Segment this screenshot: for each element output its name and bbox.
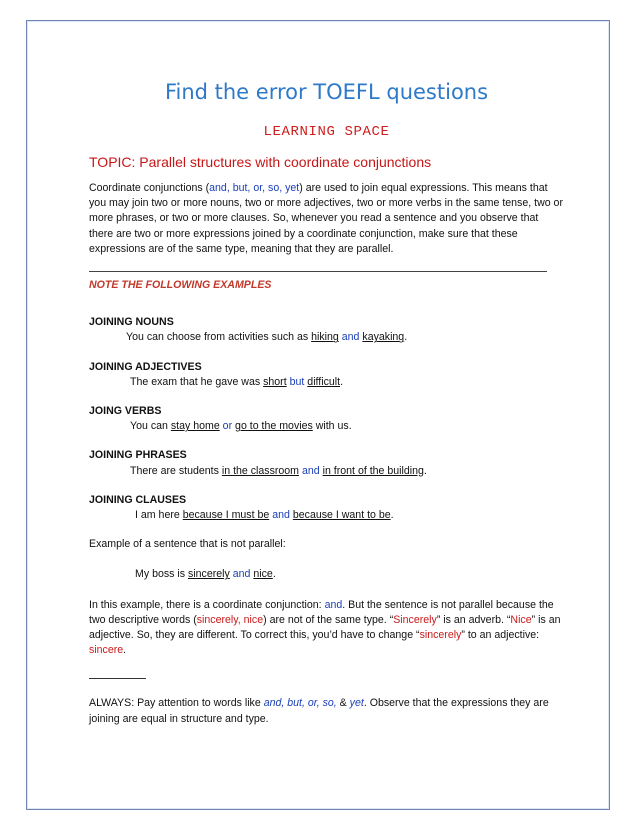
example-underlined: difficult bbox=[307, 375, 341, 388]
example-text: You can bbox=[130, 420, 171, 433]
explanation-highlight: Sincerely bbox=[393, 613, 437, 626]
explanation-conjunction: and bbox=[324, 598, 343, 611]
example-text: There are students bbox=[130, 464, 222, 477]
document-body bbox=[89, 78, 564, 727]
explanation-highlight: sincerely, nice bbox=[196, 613, 264, 626]
explanation-text: ” is an adjective. So, they are different. To correct this, you’d have to change “ bbox=[89, 613, 561, 642]
example-underlined: sincerely bbox=[187, 568, 230, 581]
explanation-text: ) are not of the same type. “ bbox=[263, 613, 394, 626]
section-title-adjectives: JOINING ADJECTIVES bbox=[89, 360, 202, 373]
section-title-phrases: JOINING PHRASES bbox=[89, 449, 187, 462]
example-conjunction: and bbox=[232, 568, 251, 581]
example-nouns bbox=[89, 330, 564, 345]
intro-text-2: ) are used to join equal expressions. This means that you may join two or more nouns, two or more adjectives, two or more verbs in the same tense, two or more phrases, or two or more clauses. So, whenever you read a sentence and you observe that there are two or more expressions joined by a coordinate conjunction, make sure that these expressions are of the same type, meaning that they are parallel. bbox=[89, 182, 563, 255]
explanation-highlight: sincere bbox=[89, 644, 124, 657]
example-conjunction: or bbox=[222, 420, 233, 433]
example-end: . bbox=[390, 509, 394, 522]
example-end: . bbox=[272, 568, 276, 581]
intro-text-1: Coordinate conjunctions ( bbox=[89, 182, 210, 194]
explanation-highlight: sincerely bbox=[419, 629, 462, 642]
section-title-nouns: JOINING NOUNS bbox=[89, 316, 174, 329]
document-title: Find the error TOEFL questions bbox=[164, 80, 489, 104]
example-phrases bbox=[89, 464, 564, 479]
intro-conjunctions: and, but, or, so, yet bbox=[209, 182, 300, 194]
horizontal-rule bbox=[89, 271, 547, 272]
explanation-paragraph bbox=[89, 598, 564, 659]
example-conjunction: and bbox=[301, 464, 320, 477]
explanation-text: ” is an adverb. “ bbox=[436, 613, 511, 626]
example-conjunction: and bbox=[341, 331, 360, 344]
example-adjectives bbox=[89, 375, 564, 390]
example-underlined: because I must be bbox=[182, 509, 270, 522]
intro-paragraph bbox=[89, 181, 564, 257]
example-end: with us. bbox=[312, 420, 352, 433]
example-text: The exam that he gave was bbox=[130, 375, 264, 388]
example-end: . bbox=[340, 375, 344, 388]
example-text: I am here bbox=[135, 509, 183, 522]
example-underlined: short bbox=[263, 375, 287, 388]
example-underlined: nice bbox=[253, 568, 273, 581]
always-text: ALWAYS: Pay attention to words like bbox=[89, 697, 264, 710]
explanation-text: In this example, there is a coordinate conjunction: bbox=[89, 598, 325, 611]
example-text: My boss is bbox=[135, 568, 188, 581]
example-conjunction: and bbox=[272, 509, 290, 522]
section-title-verbs: JOING VERBS bbox=[89, 405, 162, 418]
example-text: You can choose from activities such as bbox=[126, 331, 312, 344]
example-underlined: hiking bbox=[311, 331, 339, 344]
example-end: . bbox=[423, 464, 427, 477]
short-divider bbox=[89, 678, 146, 679]
explanation-text: . bbox=[123, 644, 127, 657]
always-conjunctions: and, but, or, so, bbox=[263, 697, 337, 710]
example-underlined: kayaking bbox=[362, 331, 405, 344]
example-underlined: in front of the building bbox=[322, 464, 424, 477]
example-underlined: stay home bbox=[170, 420, 220, 433]
example-underlined: because I want to be bbox=[292, 509, 391, 522]
section-title-clauses: JOINING CLAUSES bbox=[89, 493, 187, 506]
explanation-text: . But the sentence is not parallel because the two descriptive words ( bbox=[89, 598, 554, 626]
always-paragraph bbox=[89, 696, 564, 726]
example-clauses bbox=[89, 508, 564, 523]
not-parallel-label: Example of a sentence that is not parallel: bbox=[89, 538, 286, 551]
example-end: . bbox=[404, 331, 408, 344]
example-underlined: go to the movies bbox=[235, 420, 313, 433]
always-conjunctions: yet bbox=[349, 697, 364, 710]
always-text: & bbox=[336, 697, 350, 710]
example-verbs bbox=[89, 419, 564, 434]
explanation-highlight: Nice bbox=[510, 613, 532, 626]
note-heading: NOTE THE FOLLOWING EXAMPLES bbox=[89, 279, 272, 292]
example-underlined: in the classroom bbox=[221, 464, 300, 477]
example-conjunction: but bbox=[289, 375, 305, 388]
topic-heading: TOPIC: Parallel structures with coordinate conjunctions bbox=[89, 154, 432, 170]
example-not-parallel bbox=[89, 567, 564, 582]
explanation-text: ” to an adjective: bbox=[461, 629, 540, 642]
always-text: . Observe that the expressions they are joining are equal in structure and type. bbox=[89, 697, 549, 725]
document-subtitle: LEARNING SPACE bbox=[263, 124, 390, 140]
